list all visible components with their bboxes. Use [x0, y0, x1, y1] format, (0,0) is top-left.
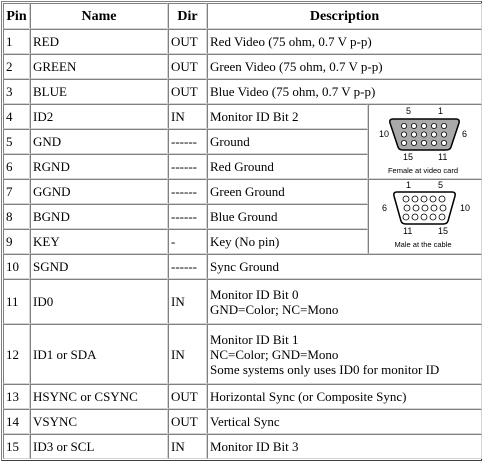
- pin-number-cell: 14: [3, 409, 30, 434]
- direction-cell: OUT: [168, 79, 207, 104]
- pin-number-cell: 9: [3, 229, 30, 254]
- male-connector-diagram: [369, 178, 477, 252]
- description-line: Ground: [210, 134, 250, 149]
- signal-name-cell: KEY: [30, 229, 168, 254]
- description-line: Blue Video (75 ohm, 0.7 V p-p): [210, 84, 376, 99]
- male-pin: [440, 205, 446, 211]
- description-cell: [207, 434, 482, 459]
- signal-name-cell: GND: [30, 129, 168, 154]
- male-pin-bottom-right: 15: [438, 226, 449, 236]
- direction-cell: IN: [168, 104, 207, 129]
- pin-number-cell: 7: [3, 179, 30, 204]
- male-pin: [422, 205, 428, 211]
- male-pin: [421, 196, 427, 202]
- signal-name-cell: RED: [30, 29, 168, 54]
- description-line: Green Video (75 ohm, 0.7 V p-p): [210, 59, 383, 74]
- female-pin-hole: [431, 140, 436, 145]
- direction-cell: ------: [168, 254, 207, 279]
- female-pin-top-left: 5: [406, 106, 412, 116]
- female-connector-diagram: [369, 104, 477, 178]
- male-pin-top-right: 5: [438, 180, 444, 190]
- pin-number-cell: 11: [3, 279, 30, 324]
- direction-cell: ------: [168, 154, 207, 179]
- description-cell: [207, 279, 482, 324]
- header-pin: Pin: [3, 3, 30, 29]
- description-cell: [207, 29, 482, 54]
- description-line: Red Ground: [210, 159, 274, 174]
- signal-name-cell: ID0: [30, 279, 168, 324]
- header-description: Description: [207, 3, 482, 29]
- male-pin: [439, 214, 445, 220]
- description-cell: [207, 384, 482, 409]
- signal-name-cell: ID3 or SCL: [30, 434, 168, 459]
- female-caption: Female at video card: [387, 166, 459, 175]
- pin-number-cell: 13: [3, 384, 30, 409]
- direction-cell: OUT: [168, 409, 207, 434]
- male-pin: [430, 196, 436, 202]
- female-pin-hole: [431, 123, 436, 128]
- description-cell: [207, 129, 368, 154]
- direction-cell: OUT: [168, 54, 207, 79]
- female-pin-left: 10: [379, 129, 390, 139]
- direction-cell: OUT: [168, 29, 207, 54]
- description-line: Key (No pin): [210, 234, 280, 249]
- pin-number-cell: 15: [3, 434, 30, 459]
- male-pin: [412, 196, 418, 202]
- male-pin: [412, 214, 418, 220]
- header-dir: Dir: [168, 3, 207, 29]
- signal-name-cell: ID2: [30, 104, 168, 129]
- pin-number-cell: 5: [3, 129, 30, 154]
- direction-cell: IN: [168, 324, 207, 384]
- description-line: Some systems only uses ID0 for monitor ID: [210, 361, 440, 377]
- description-cell: [207, 254, 482, 279]
- male-pin-right: 10: [460, 203, 471, 213]
- direction-cell: IN: [168, 279, 207, 324]
- description-cell: [207, 79, 482, 104]
- female-db15-icon: [369, 104, 477, 178]
- description-line: Monitor ID Bit 0: [210, 286, 299, 302]
- male-pin: [403, 214, 409, 220]
- signal-name-cell: GREEN: [30, 54, 168, 79]
- description-cell: [207, 154, 368, 179]
- signal-name-cell: BLUE: [30, 79, 168, 104]
- female-pin-hole: [411, 140, 416, 145]
- description-cell: [207, 324, 482, 384]
- description-cell: [207, 409, 482, 434]
- pin-number-cell: 12: [3, 324, 30, 384]
- female-pin-hole: [421, 140, 426, 145]
- pin-number-cell: 2: [3, 54, 30, 79]
- female-pin-hole: [441, 132, 446, 137]
- female-pin-hole: [411, 123, 416, 128]
- female-pin-hole: [401, 123, 406, 128]
- male-pin: [431, 205, 437, 211]
- pin-number-cell: 4: [3, 104, 30, 129]
- direction-cell: -: [168, 229, 207, 254]
- description-cell: [207, 179, 368, 204]
- male-pin: [430, 214, 436, 220]
- male-pin-bottom-left: 11: [403, 226, 413, 236]
- description-line: Green Ground: [210, 184, 285, 199]
- male-caption: Male at the cable: [394, 240, 452, 249]
- male-pin: [421, 214, 427, 220]
- signal-name-cell: GGND: [30, 179, 168, 204]
- description-line: Sync Ground: [210, 259, 279, 274]
- female-pin-bottom-left: 15: [403, 152, 414, 162]
- pin-number-cell: 6: [3, 154, 30, 179]
- header-name: Name: [30, 3, 168, 29]
- female-pin-hole: [441, 140, 446, 145]
- description-line: Monitor ID Bit 2: [210, 109, 299, 124]
- direction-cell: ------: [168, 204, 207, 229]
- male-pin-left: 6: [382, 203, 388, 213]
- description-cell: [207, 54, 482, 79]
- direction-cell: ------: [168, 129, 207, 154]
- female-pin-hole: [441, 123, 446, 128]
- female-pin-hole: [431, 132, 436, 137]
- signal-name-cell: HSYNC or CSYNC: [30, 384, 168, 409]
- female-pin-hole: [421, 132, 426, 137]
- description-line: Vertical Sync: [210, 414, 280, 429]
- signal-name-cell: RGND: [30, 154, 168, 179]
- description-cell: [207, 204, 368, 229]
- direction-cell: OUT: [168, 384, 207, 409]
- pin-number-cell: 8: [3, 204, 30, 229]
- female-pin-top-right: 1: [438, 106, 444, 116]
- signal-name-cell: SGND: [30, 254, 168, 279]
- description-line: Blue Ground: [210, 209, 278, 224]
- male-pin: [439, 196, 445, 202]
- description-line: Horizontal Sync (or Composite Sync): [210, 389, 407, 404]
- pin-number-cell: 3: [3, 79, 30, 104]
- female-pin-right: 6: [462, 129, 468, 139]
- description-line: GND=Color; NC=Mono: [210, 301, 339, 317]
- description-line: Monitor ID Bit 3: [210, 439, 299, 454]
- male-db15-icon: [369, 178, 477, 252]
- description-line: NC=Color; GND=Mono: [210, 346, 339, 362]
- signal-name-cell: VSYNC: [30, 409, 168, 434]
- female-pin-hole: [401, 140, 406, 145]
- female-pin-bottom-right: 11: [438, 152, 448, 162]
- direction-cell: IN: [168, 434, 207, 459]
- description-cell: [207, 104, 368, 129]
- female-pin-hole: [411, 132, 416, 137]
- pin-number-cell: 1: [3, 29, 30, 54]
- description-cell: [207, 229, 368, 254]
- male-pin: [403, 196, 409, 202]
- male-pin: [404, 205, 410, 211]
- male-pin: [413, 205, 419, 211]
- signal-name-cell: ID1 or SDA: [30, 324, 168, 384]
- description-line: Red Video (75 ohm, 0.7 V p-p): [210, 34, 372, 49]
- direction-cell: ------: [168, 179, 207, 204]
- female-pin-hole: [401, 132, 406, 137]
- description-line: Monitor ID Bit 1: [210, 331, 299, 347]
- female-pin-hole: [421, 123, 426, 128]
- male-pin-top-left: 1: [406, 180, 412, 190]
- signal-name-cell: BGND: [30, 204, 168, 229]
- pin-number-cell: 10: [3, 254, 30, 279]
